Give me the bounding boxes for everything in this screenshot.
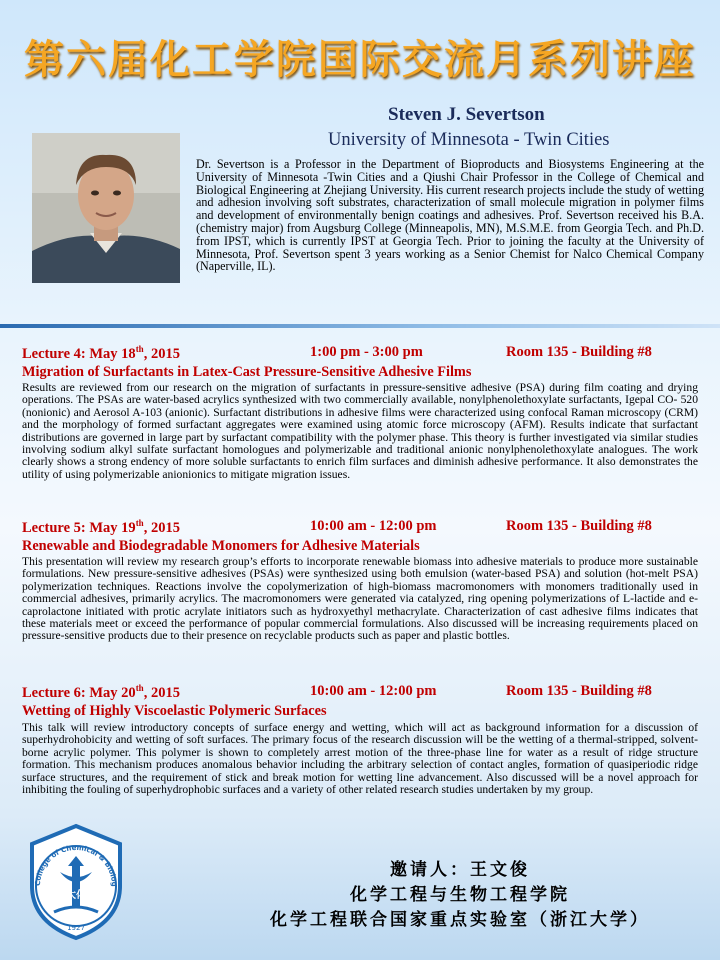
lecture-6-abstract: This talk will review introductory concepts of surface energy and wetting, which will act as background information for a discussion of superhydrohobicity and wetting of soft surfaces. The primary focus of the research discussion will be the wetting of a thermal-stripped, solvent-borne acrylic polymer. This polymer is shown to completely arrest motion of the three-phase line for water as a result of ridge structure formation. This mechanism produces anomalous behavior including the arbitrary selection of contact angles, formation of quasiperiodic ridge surface structures, and the requirement of stick and break motion for wetting line advancement. Also discussed will be a novel approach for inhibiting the fouling of superhydrophobic surfaces and a variety of other related research studies undertaken by my group. [22,721,698,797]
host-college: 化学工程与生物工程学院 [350,885,570,905]
logo-chinese-text: 浙大化工 [56,890,96,901]
lecture-4-title: Migration of Surfactants in Latex-Cast Pressure-Sensitive Adhesive Films [22,364,472,380]
lecture-5-date: Lecture 5: May 19th, 2015 [22,518,180,536]
speaker-name: Steven J. Severtson [388,104,545,125]
speaker-affiliation: University of Minnesota - Twin Cities [328,130,610,150]
lecture-5-time: 10:00 am - 12:00 pm [310,518,437,534]
page-title: 第六届化工学院国际交流月系列讲座 [24,37,696,83]
lecture-4-room: Room 135 - Building #8 [506,344,652,360]
inviter: 邀请人：王文俊 [390,860,530,880]
college-logo [24,822,128,942]
lecture-6-time: 10:00 am - 12:00 pm [310,683,437,699]
lecture-5-title: Renewable and Biodegradable Monomers for Adhesive Materials [22,538,420,554]
lecture-4-abstract: Results are reviewed from our research on the migration of surfactants in pressure-sensitive adhesive (PSA) during film coating and drying operations. The PSAs are water-based acrylics synthesized with two commercially available, nonylphenolethoxylate surfactants, Igepal CO- 520 (nonionic) and Aerosol A-103 (anionic). Surfactant distributions in adhesive films were characterized using confocal Raman microscopy (CRM) and the morphology of formed surfactant aggregates were examined using atomic force microscopy (AFM). Results indicate that surfactant distributions are governed in large part by surfactant compatibility with the polymer phase. This theory is further investigated via similar studies involving sodium alkyl sulfate surfactant homologues and polymerizable and traditional anionic nonylphenolethoxylate analogues. The work clearly shows a strong endency of more soluble surfactants to enrich film surfaces and diminish adhesive performance. It also demonstrates the utility of using polymerizable anionionics to mitigate migration issues. [22,381,698,481]
section-divider [0,324,720,328]
lecture-6-room: Room 135 - Building #8 [506,683,652,699]
lecture-6-date: Lecture 6: May 20th, 2015 [22,683,180,701]
speaker-photo [32,133,180,283]
lecture-6-header [22,683,712,701]
logo-year: 1927 [67,924,85,932]
lecture-5-abstract: This presentation will review my research group’s efforts to incorporate renewable biomass into adhesive materials to produce more sustainable formulations. New pressure-sensitive adhesives (PSAs) were synthesized using both emulsion (water-based PSA) and solution (hot-melt PSA) polymerization techniques. Reactions involve the copolymerization of high-biomass macromonomers with monomers traditionally used in commercial adhesives, primarily acrylics. The macromonomers were generated via catalyzed, ring opening polymerizations of L-lactide and e-caprolactone initiated with protic acrylate initiators such as hydroxyethyl methacrylate. Characterization of cast adhesive films indicates that these materials meet or exceed the performance of popular commercial formulations. Also discussed will be increasing requirements placed on pressure-sensitive products due to their presence on recyclable products such as paper and plastic bottles. [22,555,698,643]
lecture-4-date: Lecture 4: May 18th, 2015 [22,344,180,362]
lecture-5-header [22,518,712,536]
lecture-4-header [22,344,712,362]
logo-ring-text: College of Chemical & Biolog [33,843,119,887]
lecture-5-room: Room 135 - Building #8 [506,518,652,534]
lecture-6-title: Wetting of Highly Viscoelastic Polymeric Surfaces [22,703,327,719]
host-lab: 化学工程联合国家重点实验室（浙江大学） [270,910,650,930]
speaker-bio: Dr. Severtson is a Professor in the Department of Bioproducts and Biosystems Engineering at the University of Minnesota -Twin Cities and a Qiushi Chair Professor in the College of Chemical and Biological Engineering at Zhejiang University. His current research projects include the study of wetting and adhesion involving soft substrates, characterization of small molecule migration in polymer films and development of environmentally benign coatings and adhesives. Prof. Severtson received his B.A. (chemistry major) from Augsburg College (Minneapolis, MN), M.S.M.E. from Georgia Tech. and Ph.D. from IPST, which is currently IPST at Georgia Tech. Prior to joining the faculty at the University of Minnesota, Prof. Severtson spent 3 years working as a Senior Chemist for Nalco Chemical Company (Naperville, IL). [196,157,704,274]
lecture-4-time: 1:00 pm - 3:00 pm [310,344,423,360]
